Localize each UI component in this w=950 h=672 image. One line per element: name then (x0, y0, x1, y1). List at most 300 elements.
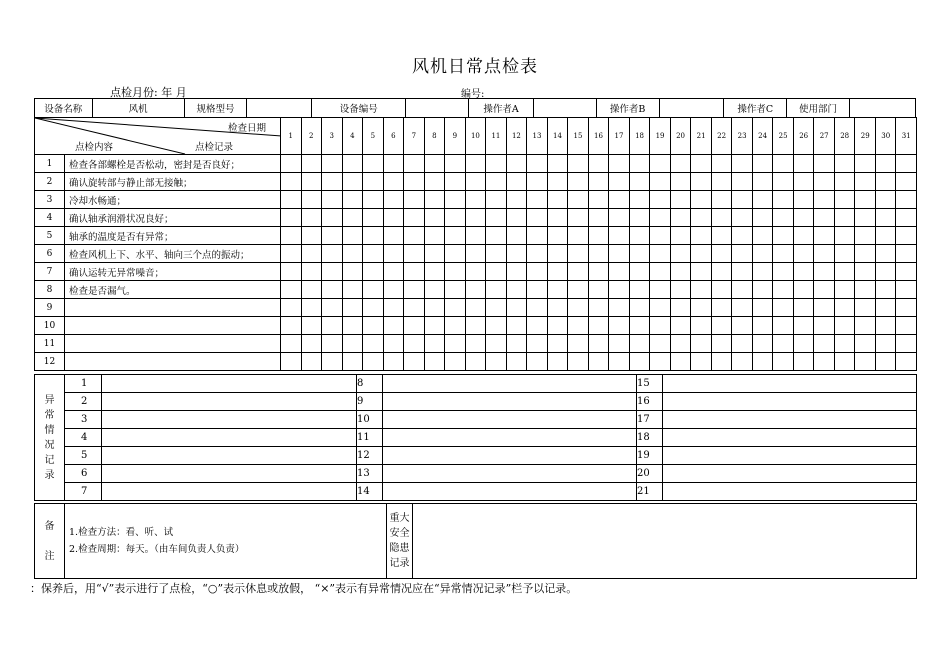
check-record-cell[interactable] (465, 155, 486, 173)
check-record-cell[interactable] (629, 209, 650, 227)
check-record-cell[interactable] (875, 209, 896, 227)
check-record-cell[interactable] (670, 281, 691, 299)
check-record-cell[interactable] (404, 299, 425, 317)
check-record-cell[interactable] (547, 155, 568, 173)
check-record-cell[interactable] (506, 245, 527, 263)
check-record-cell[interactable] (527, 191, 548, 209)
check-record-cell[interactable] (691, 299, 712, 317)
check-record-cell[interactable] (301, 263, 322, 281)
check-record-cell[interactable] (732, 335, 753, 353)
check-record-cell[interactable] (732, 317, 753, 335)
check-record-cell[interactable] (445, 353, 466, 371)
check-record-cell[interactable] (281, 245, 302, 263)
check-record-cell[interactable] (465, 209, 486, 227)
check-record-cell[interactable] (588, 191, 609, 209)
check-record-cell[interactable] (691, 353, 712, 371)
check-record-cell[interactable] (404, 317, 425, 335)
check-record-cell[interactable] (752, 335, 773, 353)
check-record-cell[interactable] (465, 335, 486, 353)
check-record-cell[interactable] (301, 317, 322, 335)
check-record-cell[interactable] (855, 227, 876, 245)
check-record-cell[interactable] (752, 317, 773, 335)
check-record-cell[interactable] (752, 245, 773, 263)
check-record-cell[interactable] (834, 173, 855, 191)
check-record-cell[interactable] (588, 281, 609, 299)
check-record-cell[interactable] (527, 173, 548, 191)
check-record-cell[interactable] (363, 281, 384, 299)
check-record-cell[interactable] (793, 227, 814, 245)
check-record-cell[interactable] (650, 155, 671, 173)
check-record-cell[interactable] (506, 317, 527, 335)
check-record-cell[interactable] (568, 209, 589, 227)
check-record-cell[interactable] (506, 263, 527, 281)
check-record-cell[interactable] (547, 227, 568, 245)
check-record-cell[interactable] (445, 227, 466, 245)
check-record-cell[interactable] (568, 335, 589, 353)
check-record-cell[interactable] (301, 245, 322, 263)
check-record-cell[interactable] (527, 335, 548, 353)
abnormal-entry-field[interactable] (383, 483, 637, 501)
check-record-cell[interactable] (609, 245, 630, 263)
device-no-field[interactable] (406, 99, 469, 118)
check-record-cell[interactable] (670, 263, 691, 281)
check-record-cell[interactable] (568, 173, 589, 191)
check-record-cell[interactable] (445, 173, 466, 191)
check-record-cell[interactable] (527, 227, 548, 245)
check-record-cell[interactable] (793, 299, 814, 317)
check-record-cell[interactable] (896, 209, 917, 227)
check-record-cell[interactable] (465, 245, 486, 263)
check-record-cell[interactable] (301, 299, 322, 317)
check-record-cell[interactable] (650, 281, 671, 299)
check-record-cell[interactable] (342, 209, 363, 227)
check-record-cell[interactable] (506, 335, 527, 353)
check-record-cell[interactable] (301, 191, 322, 209)
check-record-cell[interactable] (568, 263, 589, 281)
check-record-cell[interactable] (322, 299, 343, 317)
check-record-cell[interactable] (322, 335, 343, 353)
check-record-cell[interactable] (773, 263, 794, 281)
check-record-cell[interactable] (404, 155, 425, 173)
check-record-cell[interactable] (342, 317, 363, 335)
check-record-cell[interactable] (383, 191, 404, 209)
check-record-cell[interactable] (383, 299, 404, 317)
check-record-cell[interactable] (752, 353, 773, 371)
abnormal-entry-field[interactable] (663, 465, 917, 483)
check-record-cell[interactable] (793, 173, 814, 191)
check-record-cell[interactable] (711, 191, 732, 209)
check-record-cell[interactable] (629, 281, 650, 299)
check-record-cell[interactable] (445, 281, 466, 299)
check-record-cell[interactable] (281, 191, 302, 209)
check-record-cell[interactable] (711, 155, 732, 173)
check-record-cell[interactable] (383, 209, 404, 227)
check-record-cell[interactable] (670, 209, 691, 227)
check-record-cell[interactable] (752, 155, 773, 173)
check-record-cell[interactable] (506, 353, 527, 371)
check-record-cell[interactable] (793, 281, 814, 299)
check-record-cell[interactable] (855, 263, 876, 281)
abnormal-entry-field[interactable] (663, 429, 917, 447)
check-record-cell[interactable] (875, 317, 896, 335)
check-record-cell[interactable] (609, 209, 630, 227)
check-record-cell[interactable] (424, 317, 445, 335)
check-record-cell[interactable] (363, 227, 384, 245)
check-record-cell[interactable] (445, 155, 466, 173)
check-record-cell[interactable] (896, 155, 917, 173)
check-record-cell[interactable] (363, 353, 384, 371)
check-record-cell[interactable] (322, 245, 343, 263)
check-record-cell[interactable] (424, 335, 445, 353)
check-record-cell[interactable] (486, 281, 507, 299)
abnormal-entry-field[interactable] (663, 393, 917, 411)
check-record-cell[interactable] (486, 353, 507, 371)
hazard-record-field[interactable] (413, 504, 917, 579)
check-record-cell[interactable] (609, 353, 630, 371)
check-record-cell[interactable] (814, 335, 835, 353)
check-record-cell[interactable] (547, 335, 568, 353)
abnormal-entry-field[interactable] (102, 483, 357, 501)
check-record-cell[interactable] (588, 263, 609, 281)
check-record-cell[interactable] (445, 335, 466, 353)
check-record-cell[interactable] (691, 263, 712, 281)
check-record-cell[interactable] (691, 191, 712, 209)
check-record-cell[interactable] (773, 299, 794, 317)
check-record-cell[interactable] (301, 209, 322, 227)
check-record-cell[interactable] (527, 155, 548, 173)
abnormal-entry-field[interactable] (102, 393, 357, 411)
check-record-cell[interactable] (424, 227, 445, 245)
check-record-cell[interactable] (301, 353, 322, 371)
check-record-cell[interactable] (445, 263, 466, 281)
check-record-cell[interactable] (711, 245, 732, 263)
check-record-cell[interactable] (281, 281, 302, 299)
check-record-cell[interactable] (322, 209, 343, 227)
check-record-cell[interactable] (711, 335, 732, 353)
abnormal-entry-field[interactable] (102, 465, 357, 483)
check-record-cell[interactable] (896, 227, 917, 245)
check-record-cell[interactable] (547, 209, 568, 227)
check-record-cell[interactable] (834, 317, 855, 335)
check-record-cell[interactable] (773, 209, 794, 227)
check-record-cell[interactable] (301, 227, 322, 245)
check-record-cell[interactable] (793, 335, 814, 353)
check-record-cell[interactable] (588, 209, 609, 227)
check-record-cell[interactable] (711, 299, 732, 317)
check-record-cell[interactable] (670, 191, 691, 209)
check-record-cell[interactable] (855, 173, 876, 191)
check-record-cell[interactable] (650, 245, 671, 263)
check-record-cell[interactable] (588, 245, 609, 263)
check-record-cell[interactable] (752, 191, 773, 209)
check-record-cell[interactable] (486, 155, 507, 173)
check-record-cell[interactable] (752, 173, 773, 191)
check-record-cell[interactable] (629, 155, 650, 173)
check-record-cell[interactable] (486, 245, 507, 263)
check-record-cell[interactable] (342, 227, 363, 245)
check-record-cell[interactable] (506, 227, 527, 245)
check-record-cell[interactable] (650, 299, 671, 317)
check-record-cell[interactable] (486, 263, 507, 281)
check-record-cell[interactable] (752, 227, 773, 245)
check-record-cell[interactable] (445, 317, 466, 335)
abnormal-entry-field[interactable] (383, 375, 637, 393)
check-record-cell[interactable] (896, 317, 917, 335)
check-record-cell[interactable] (875, 155, 896, 173)
check-record-cell[interactable] (711, 263, 732, 281)
check-record-cell[interactable] (752, 299, 773, 317)
check-record-cell[interactable] (568, 245, 589, 263)
check-record-cell[interactable] (875, 281, 896, 299)
check-record-cell[interactable] (732, 155, 753, 173)
check-record-cell[interactable] (834, 299, 855, 317)
abnormal-entry-field[interactable] (102, 429, 357, 447)
model-field[interactable] (247, 99, 312, 118)
check-record-cell[interactable] (814, 263, 835, 281)
check-record-cell[interactable] (588, 299, 609, 317)
check-record-cell[interactable] (322, 263, 343, 281)
check-record-cell[interactable] (609, 191, 630, 209)
check-record-cell[interactable] (568, 353, 589, 371)
check-record-cell[interactable] (773, 353, 794, 371)
check-record-cell[interactable] (855, 281, 876, 299)
check-record-cell[interactable] (875, 353, 896, 371)
check-record-cell[interactable] (875, 299, 896, 317)
check-record-cell[interactable] (773, 245, 794, 263)
check-record-cell[interactable] (342, 263, 363, 281)
check-record-cell[interactable] (855, 299, 876, 317)
check-record-cell[interactable] (793, 245, 814, 263)
check-record-cell[interactable] (609, 227, 630, 245)
check-record-cell[interactable] (814, 245, 835, 263)
abnormal-entry-field[interactable] (663, 375, 917, 393)
check-record-cell[interactable] (486, 299, 507, 317)
check-record-cell[interactable] (773, 227, 794, 245)
check-record-cell[interactable] (342, 353, 363, 371)
check-record-cell[interactable] (855, 353, 876, 371)
check-record-cell[interactable] (896, 281, 917, 299)
abnormal-entry-field[interactable] (102, 375, 357, 393)
check-record-cell[interactable] (711, 281, 732, 299)
check-record-cell[interactable] (814, 317, 835, 335)
check-record-cell[interactable] (363, 335, 384, 353)
check-record-cell[interactable] (588, 317, 609, 335)
check-record-cell[interactable] (363, 317, 384, 335)
check-record-cell[interactable] (793, 353, 814, 371)
check-record-cell[interactable] (404, 209, 425, 227)
check-record-cell[interactable] (527, 281, 548, 299)
check-record-cell[interactable] (609, 173, 630, 191)
check-record-cell[interactable] (342, 299, 363, 317)
check-record-cell[interactable] (732, 299, 753, 317)
check-record-cell[interactable] (342, 173, 363, 191)
check-record-cell[interactable] (670, 227, 691, 245)
check-record-cell[interactable] (691, 317, 712, 335)
check-record-cell[interactable] (281, 263, 302, 281)
check-record-cell[interactable] (527, 263, 548, 281)
check-record-cell[interactable] (773, 191, 794, 209)
check-record-cell[interactable] (793, 191, 814, 209)
operator-a-field[interactable] (534, 99, 597, 118)
check-record-cell[interactable] (629, 173, 650, 191)
check-record-cell[interactable] (465, 227, 486, 245)
check-record-cell[interactable] (506, 209, 527, 227)
check-record-cell[interactable] (855, 209, 876, 227)
check-record-cell[interactable] (896, 245, 917, 263)
dept-field[interactable] (849, 99, 915, 118)
check-record-cell[interactable] (629, 245, 650, 263)
check-record-cell[interactable] (588, 353, 609, 371)
check-record-cell[interactable] (691, 245, 712, 263)
check-record-cell[interactable] (650, 263, 671, 281)
check-record-cell[interactable] (445, 209, 466, 227)
check-record-cell[interactable] (486, 191, 507, 209)
check-record-cell[interactable] (547, 263, 568, 281)
check-record-cell[interactable] (301, 155, 322, 173)
check-record-cell[interactable] (322, 227, 343, 245)
check-record-cell[interactable] (711, 209, 732, 227)
check-record-cell[interactable] (650, 191, 671, 209)
check-record-cell[interactable] (732, 353, 753, 371)
check-record-cell[interactable] (424, 155, 445, 173)
check-record-cell[interactable] (793, 209, 814, 227)
abnormal-entry-field[interactable] (383, 411, 637, 429)
check-record-cell[interactable] (650, 227, 671, 245)
check-record-cell[interactable] (322, 155, 343, 173)
check-record-cell[interactable] (855, 335, 876, 353)
check-record-cell[interactable] (424, 263, 445, 281)
check-record-cell[interactable] (527, 317, 548, 335)
check-record-cell[interactable] (773, 317, 794, 335)
check-record-cell[interactable] (322, 173, 343, 191)
check-record-cell[interactable] (281, 227, 302, 245)
check-record-cell[interactable] (363, 173, 384, 191)
check-record-cell[interactable] (670, 317, 691, 335)
check-record-cell[interactable] (732, 245, 753, 263)
check-record-cell[interactable] (814, 191, 835, 209)
check-record-cell[interactable] (691, 281, 712, 299)
check-record-cell[interactable] (301, 335, 322, 353)
check-record-cell[interactable] (363, 209, 384, 227)
check-record-cell[interactable] (670, 299, 691, 317)
check-record-cell[interactable] (568, 155, 589, 173)
check-record-cell[interactable] (486, 173, 507, 191)
abnormal-entry-field[interactable] (383, 393, 637, 411)
check-record-cell[interactable] (834, 263, 855, 281)
check-record-cell[interactable] (609, 281, 630, 299)
check-record-cell[interactable] (424, 299, 445, 317)
check-record-cell[interactable] (588, 227, 609, 245)
check-record-cell[interactable] (506, 173, 527, 191)
check-record-cell[interactable] (834, 335, 855, 353)
check-record-cell[interactable] (322, 317, 343, 335)
check-record-cell[interactable] (281, 209, 302, 227)
check-record-cell[interactable] (773, 335, 794, 353)
check-record-cell[interactable] (527, 209, 548, 227)
check-record-cell[interactable] (527, 245, 548, 263)
check-record-cell[interactable] (793, 263, 814, 281)
check-record-cell[interactable] (342, 155, 363, 173)
check-record-cell[interactable] (383, 173, 404, 191)
check-record-cell[interactable] (609, 299, 630, 317)
abnormal-entry-field[interactable] (383, 429, 637, 447)
check-record-cell[interactable] (732, 281, 753, 299)
check-record-cell[interactable] (424, 191, 445, 209)
check-record-cell[interactable] (875, 173, 896, 191)
check-record-cell[interactable] (465, 173, 486, 191)
check-record-cell[interactable] (650, 173, 671, 191)
check-record-cell[interactable] (834, 245, 855, 263)
check-record-cell[interactable] (527, 353, 548, 371)
check-record-cell[interactable] (506, 155, 527, 173)
check-record-cell[interactable] (465, 281, 486, 299)
check-record-cell[interactable] (301, 173, 322, 191)
check-record-cell[interactable] (342, 335, 363, 353)
check-record-cell[interactable] (732, 209, 753, 227)
check-record-cell[interactable] (670, 155, 691, 173)
check-record-cell[interactable] (445, 191, 466, 209)
check-record-cell[interactable] (322, 353, 343, 371)
check-record-cell[interactable] (629, 263, 650, 281)
check-record-cell[interactable] (629, 299, 650, 317)
check-record-cell[interactable] (875, 191, 896, 209)
check-record-cell[interactable] (834, 191, 855, 209)
check-record-cell[interactable] (301, 281, 322, 299)
check-record-cell[interactable] (568, 317, 589, 335)
check-record-cell[interactable] (547, 245, 568, 263)
check-record-cell[interactable] (609, 263, 630, 281)
check-record-cell[interactable] (855, 191, 876, 209)
check-record-cell[interactable] (752, 263, 773, 281)
check-record-cell[interactable] (465, 191, 486, 209)
check-record-cell[interactable] (281, 317, 302, 335)
check-record-cell[interactable] (609, 335, 630, 353)
check-record-cell[interactable] (855, 245, 876, 263)
abnormal-entry-field[interactable] (102, 447, 357, 465)
check-record-cell[interactable] (629, 353, 650, 371)
check-record-cell[interactable] (383, 335, 404, 353)
check-record-cell[interactable] (875, 245, 896, 263)
check-record-cell[interactable] (506, 281, 527, 299)
check-record-cell[interactable] (609, 155, 630, 173)
check-record-cell[interactable] (404, 335, 425, 353)
check-record-cell[interactable] (834, 155, 855, 173)
check-record-cell[interactable] (465, 299, 486, 317)
check-record-cell[interactable] (281, 353, 302, 371)
check-record-cell[interactable] (691, 335, 712, 353)
check-record-cell[interactable] (691, 209, 712, 227)
check-record-cell[interactable] (547, 191, 568, 209)
check-record-cell[interactable] (383, 245, 404, 263)
check-record-cell[interactable] (445, 245, 466, 263)
check-record-cell[interactable] (732, 191, 753, 209)
check-record-cell[interactable] (670, 173, 691, 191)
check-record-cell[interactable] (875, 227, 896, 245)
check-record-cell[interactable] (281, 299, 302, 317)
abnormal-entry-field[interactable] (102, 411, 357, 429)
check-record-cell[interactable] (363, 245, 384, 263)
check-record-cell[interactable] (547, 281, 568, 299)
check-record-cell[interactable] (896, 353, 917, 371)
check-record-cell[interactable] (834, 281, 855, 299)
check-record-cell[interactable] (896, 299, 917, 317)
check-record-cell[interactable] (773, 173, 794, 191)
check-record-cell[interactable] (629, 191, 650, 209)
abnormal-entry-field[interactable] (663, 447, 917, 465)
check-record-cell[interactable] (670, 245, 691, 263)
abnormal-entry-field[interactable] (663, 483, 917, 501)
check-record-cell[interactable] (773, 155, 794, 173)
